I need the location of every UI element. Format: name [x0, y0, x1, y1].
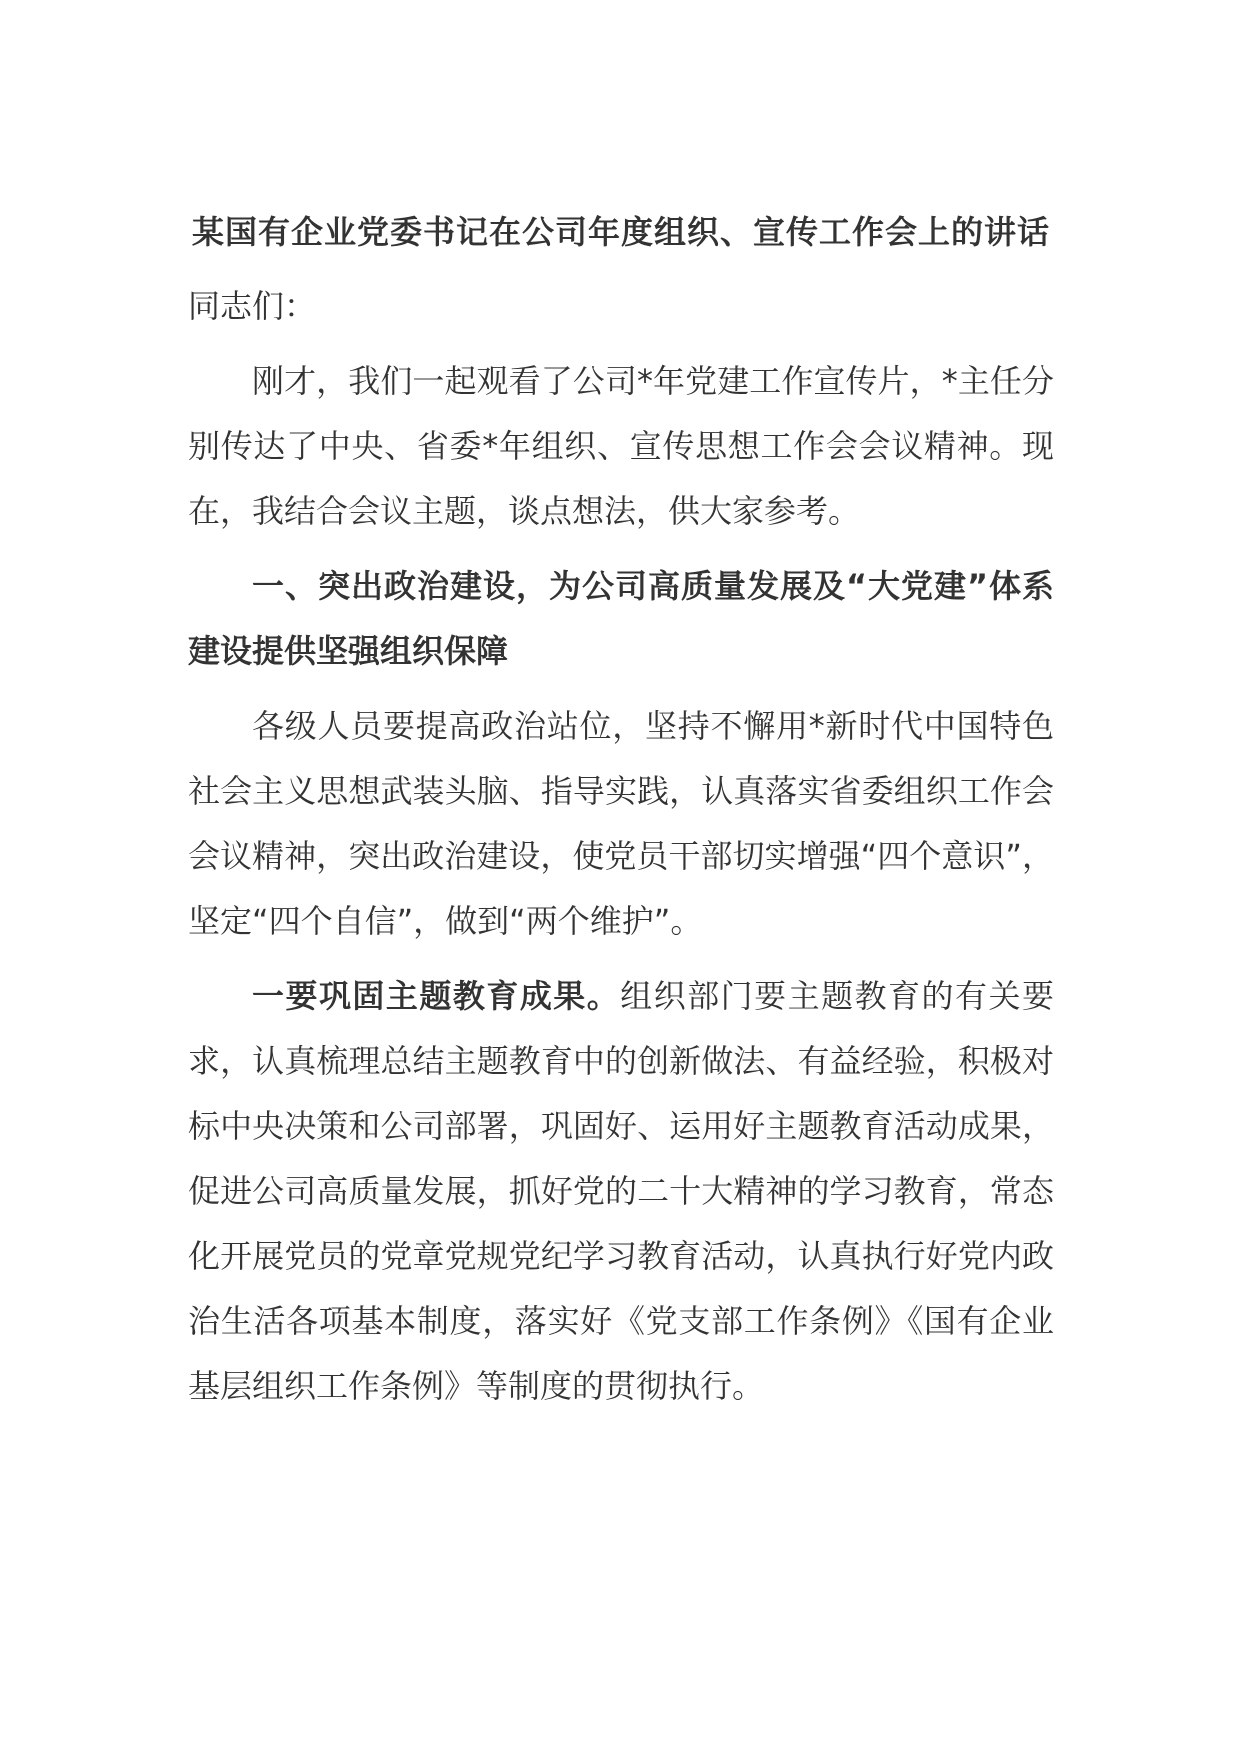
- paragraph-theme-education: [188, 964, 1054, 1419]
- paragraph-political-position: 各级人员要提高政治站位，坚持不懈用*新时代中国特色社会主义思想武装头脑、指导实践，认真落实省委组织工作会会议精神，突出政治建设，使党员干部切实增强“四个意识”，坚定“四个自信”，做到“两个维护”。: [188, 707, 1054, 940]
- section-heading-1: 一、突出政治建设，为公司高质量发展及“大党建”体系建设提供坚强组织保障: [188, 567, 1054, 670]
- document-page: [188, 200, 1054, 1429]
- paragraph-body: 组织部门要主题教育的有关要求，认真梳理总结主题教育中的创新做法、有益经验，积极对标中央决策和公司部署，巩固好、运用好主题教育活动成果，促进公司高质量发展，抓好党的二十大精神的学习教育，常态化开展党员的党章党规党纪学习教育活动，认真执行好党内政治生活各项基本制度，落实好《党支部工作条例》《国有企业基层组织工作条例》等制度的贯彻执行。: [188, 977, 1054, 1405]
- paragraph-opening: 刚才，我们一起观看了公司*年党建工作宣传片，*主任分别传达了中央、省委*年组织、宣传思想工作会会议精神。现在，我结合会议主题，谈点想法，供大家参考。: [188, 362, 1054, 530]
- salutation: 同志们：: [188, 287, 317, 325]
- paragraph-lead-sentence: 一要巩固主题教育成果。: [252, 977, 621, 1015]
- document-title: 某国有企业党委书记在公司年度组织、宣传工作会上的讲话: [191, 213, 1050, 251]
